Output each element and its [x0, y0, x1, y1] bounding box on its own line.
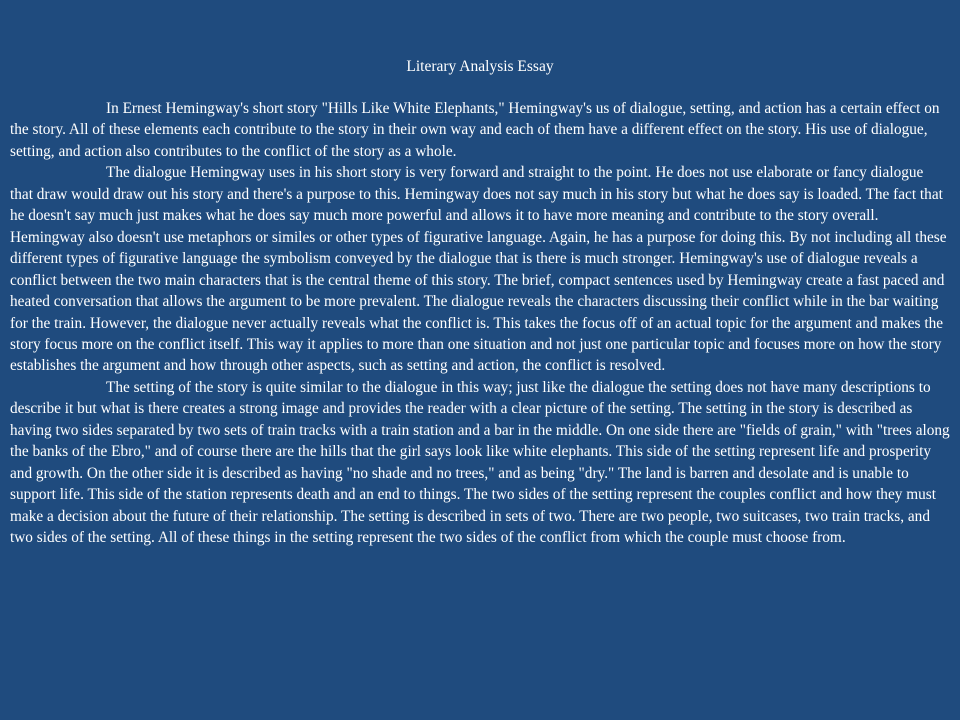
paragraph-setting: The setting of the story is quite similar to the dialogue in this way; just like the dialogue the setting does not have many descriptions to describe it but what is there creates a strong image and provides the reader with a clear picture of the setting. The setting in the story is described as having two sides separated by two sets of train tracks with a train station and a bar in the middle. On one side there are "fields of grain," with "trees along the banks of the Ebro," and of course there are the hills that the girl says look like white elephants. This side of the setting represent life and prosperity and growth. On the other side it is described as having "no shade and no trees," and as being "dry." The land is barren and desolate and is unable to support life. This side of the station represents death and an end to things. The two sides of the setting represent the couples conflict and how they must make a decision about the future of their relationship. The setting is described in sets of two. There are two people, two suitcases, two train tracks, and two sides of the setting. All of these things in the setting represent the two sides of the conflict from which the couple must choose from.	[10, 378, 950, 547]
paragraph-dialogue: The dialogue Hemingway uses in his short story is very forward and straight to the point. He does not use elaborate or fancy dialogue that draw would draw out his story and there's a purpose to this. Hemingway does not say much in his story but what he does say is loaded. The fact that he doesn't say much just makes what he does say much more powerful and allows it to have more meaning and contribute to the story overall. Hemingway also doesn't use metaphors or similes or other types of figurative language. Again, he has a purpose for doing this. By not including all these different types of figurative language the symbolism conveyed by the dialogue that is there is much stronger. Hemingway's use of dialogue reveals a conflict between the two main characters that is the central theme of this story. The brief, compact sentences used by Hemingway create a fast paced and heated conversation that allows the argument to be more prevalent. The dialogue reveals the characters discussing their conflict while in the bar waiting for the train. However, the dialogue never actually reveals what the conflict is. This takes the focus off of an actual topic for the argument and makes the story focus more on the conflict itself. This way it applies to more than one situation and not just one particular topic and focuses more on how the story establishes the argument and how through other aspects, such as setting and action, the conflict is resolved.	[10, 164, 947, 375]
essay-title: Literary Analysis Essay	[406, 58, 554, 75]
paragraph-introduction: In Ernest Hemingway's short story "Hills Like White Elephants," Hemingway's us of dialogue, setting, and action has a certain effect on the story. All of these elements each contribute to the story in their own way and each of them have a different effect on the story. His use of dialogue, setting, and action also contributes to the conflict of the story as a whole.	[10, 100, 940, 160]
